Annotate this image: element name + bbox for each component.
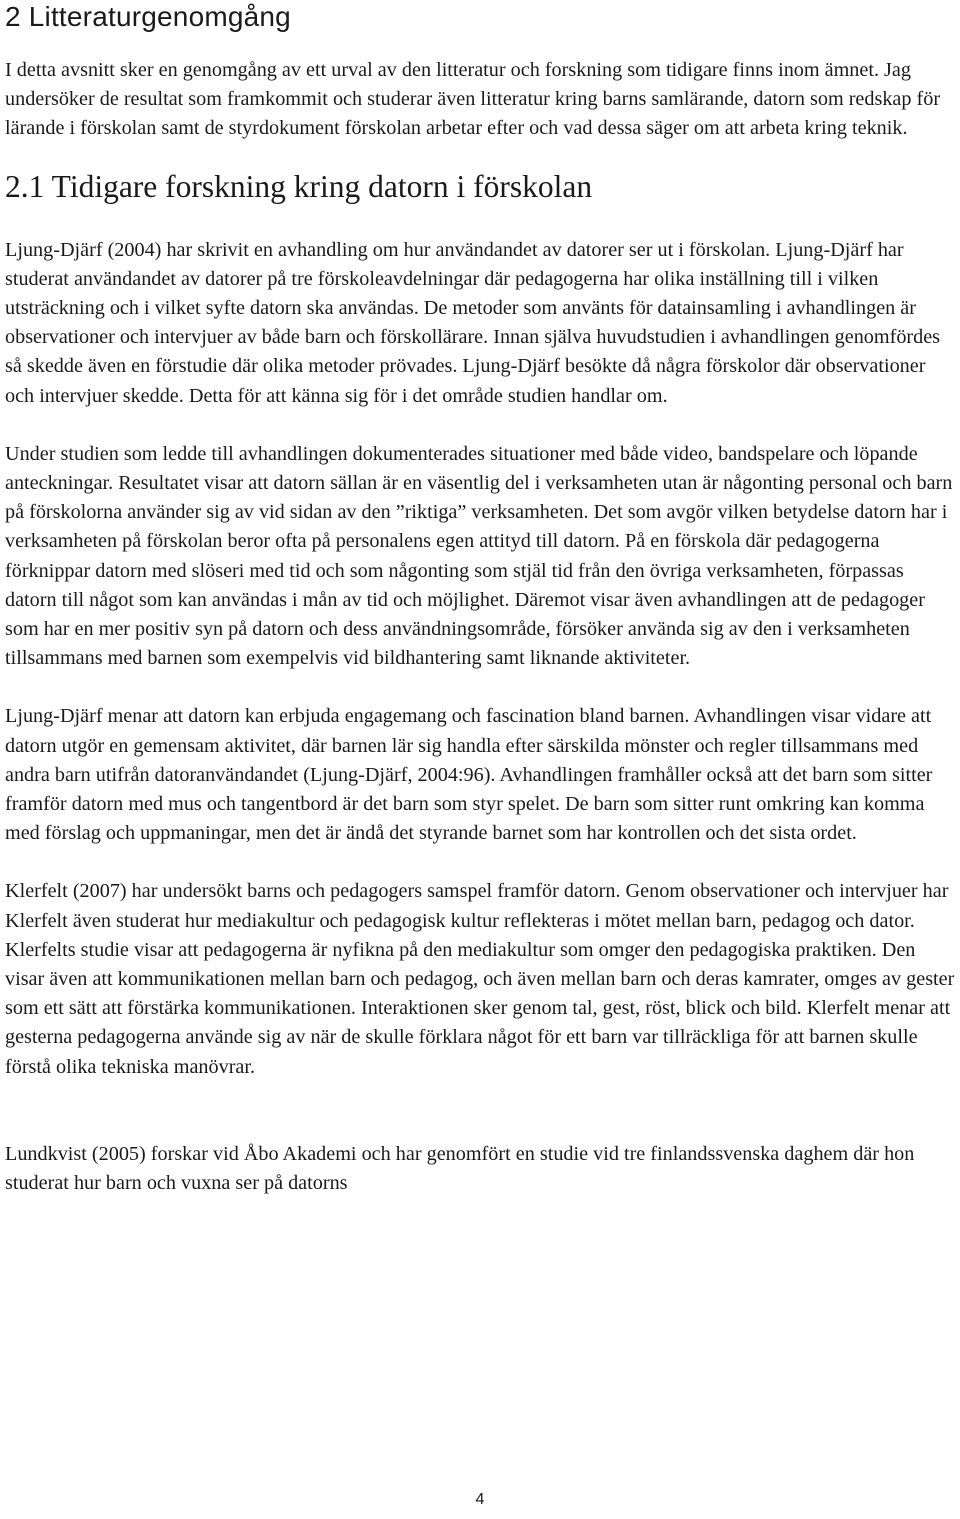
body-paragraph: Klerfelt (2007) har undersökt barns och pedagogers samspel framför datorn. Genom observationer och intervjuer har Klerfelt även studerat hur mediakultur och pedagogisk kultur reflekteras i mötet mellan barn, pedagog och dator. Klerfelts studie visar att pedagogerna är nyfikna på den mediakultur som omger den pedagogiska praktiken. Den visar även att kommunikationen mellan barn och pedagog, och även mellan barn och deras kamrater, omges av gester som ett sätt att förstärka kommunikationen. Interaktionen sker genom tal, gest, röst, blick och bild. Klerfelt menar att gesterna pedagogerna använde sig av när de skulle förklara något för ett barn var tillräckliga för att barnen skulle förstå olika tekniska manövrar.: [5, 880, 955, 1078]
body-paragraph: Ljung-Djärf (2004) har skrivit en avhandling om hur användandet av datorer ser ut i förskolan. Ljung-Djärf har studerat användandet av datorer på tre förskoleavdelningar där pedagogerna har olika inställning till i vilken utsträckning och i vilket syfte datorn ska användas. De metoder som använts för datainsamling i avhandlingen är observationer och intervjuer av både barn och förskollärare. Innan själva huvudstudien i avhandlingen genomfördes så skedde även en förstudie där olika metoder prövades. Ljung-Djärf besökte då några förskolor där observationer och intervjuer skedde. Detta för att känna sig för i det område studien handlar om.: [5, 238, 941, 407]
body-paragraph: Under studien som ledde till avhandlingen dokumenterades situationer med både video, bandspelare och löpande anteckningar. Resultatet visar att datorn sällan är en väsentlig del i verksamheten utan är någonting personal och barn på förskolorna använder sig av vid sidan av den ”riktiga” verksamheten. Det som avgör vilken betydelse datorn har i verksamheten på förskolan beror ofta på personalens egen attityd till datorn. På en förskola där pedagogerna förknippar datorn med slöseri med tid och som någonting som stjäl tid från den övriga verksamheten, förpassas datorn till något som kan användas i mån av tid och möjlighet. Däremot visar även avhandlingen att de pedagoger som har en mer positiv syn på datorn och dess användningsområde, försöker använda sig av den i verksamheten tillsammans med barnen som exempelvis vid bildhantering samt liknande aktiviteter.: [5, 442, 953, 670]
body-paragraph: Lundkvist (2005) forskar vid Åbo Akademi och har genomfört en studie vid tre finlandssvenska daghem där hon studerat hur barn och vuxna ser på datorns: [5, 1142, 915, 1195]
body-paragraph: Ljung-Djärf menar att datorn kan erbjuda engagemang och fascination bland barnen. Avhandlingen visar vidare att datorn utgör en gemensam aktivitet, där barnen lär sig handla efter särskilda mönster och regler tillsammans med andra barn utifrån datoranvändandet (Ljung-Djärf, 2004:96). Avhandlingen framhåller också att det barn som sitter framför datorn med mus och tangentbord är det barn som styr spelet. De barn som sitter runt omkring kan komma med förslag och uppmaningar, men det är ändå det styrande barnet som har kontrollen och det sista ordet.: [5, 705, 933, 845]
intro-paragraph: I detta avsnitt sker en genomgång av ett urval av den litteratur och forskning som tidigare finns inom ämnet. Jag undersöker de resultat som framkommit och studerar även litteratur kring barns samlärande, datorn som redskap för lärande i förskolan samt de styrdokument förskolan arbetar efter och vad dessa säger om att arbeta kring teknik.: [5, 59, 941, 140]
page-number: 4: [475, 1491, 485, 1508]
section-heading: 2.1 Tidigare forskning kring datorn i förskolan: [5, 168, 593, 204]
document-page: [5, 0, 958, 1198]
chapter-heading: 2 Litteraturgenomgång: [5, 1, 291, 32]
